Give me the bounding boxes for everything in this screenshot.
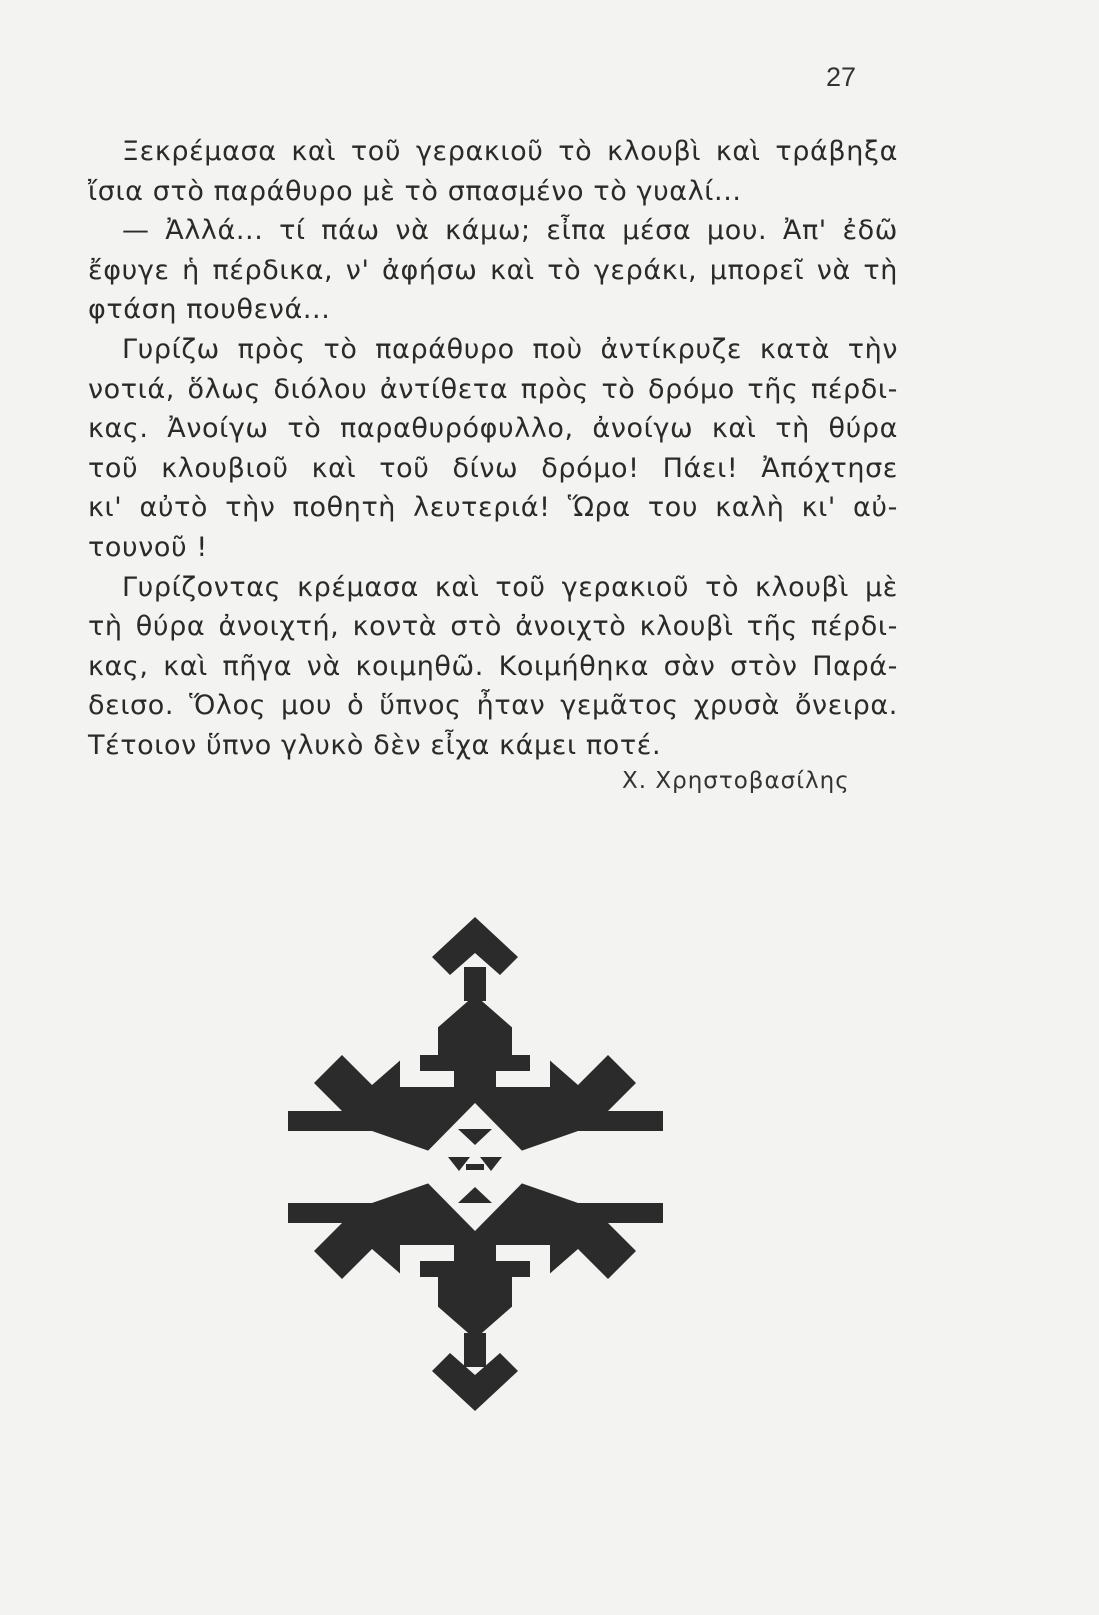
text-line: Γυρίζοντας κρέμασα καὶ τοῦ γερακιοῦ τὸ κλουβὶ μὲ: [122, 571, 898, 603]
body-text: [88, 132, 898, 766]
paragraph-1: [88, 132, 898, 211]
text-line: νοτιά, ὅλως διόλου ἀντίθετα πρὸς τὸ δρόμο τῆς πέρδι-: [88, 373, 898, 405]
paragraph-4: [88, 568, 898, 766]
text-line: ἴσια στὸ παράθυρο μὲ τὸ σπασμένο τὸ γυαλί...: [88, 175, 742, 207]
text-line: τοῦ κλουβιοῦ καὶ τοῦ δίνω δρόμο! Πάει! Ἀπόχτησε: [88, 452, 898, 484]
text-line: τουνοῦ !: [88, 531, 208, 563]
text-line: κας. Ἀνοίγω τὸ παραθυρόφυλλο, ἀνοίγω καὶ τὴ θύρα: [88, 413, 898, 445]
page-number: 27: [826, 62, 857, 92]
paragraph-3: [88, 330, 898, 568]
paragraph-2: [88, 211, 898, 330]
author-signature: Χ. Χρηστοβασίλης: [622, 768, 850, 794]
text-line: κας, καὶ πῆγα νὰ κοιμηθῶ. Κοιμήθηκα σὰν στὸν Παρά-: [88, 650, 898, 682]
text-line: δεισο. Ὅλος μου ὁ ὕπνος ἦταν γεμᾶτος χρυσὰ ὄνειρα.: [88, 690, 898, 722]
text-line: φτάση πουθενά...: [88, 294, 331, 326]
text-line: κι' αὐτὸ τὴν ποθητὴ λευτεριά! Ὥρα του καλὴ κι' αὐ-: [88, 492, 898, 524]
text-line: Ξεκρέμασα καὶ τοῦ γερακιοῦ τὸ κλουβὶ καὶ τράβηξα: [122, 136, 898, 167]
text-line: Γυρίζω πρὸς τὸ παράθυρο ποὺ ἀντίκρυζε κατὰ τὴν: [122, 333, 898, 365]
embroidery-ornament-icon: [288, 905, 663, 1615]
text-line: Τέτοιον ὕπνο γλυκὸ δὲν εἶχα κάμει ποτέ.: [88, 729, 662, 761]
text-line: — Ἀλλά... τί πάω νὰ κάμω; εἶπα μέσα μου. Ἀπ' ἐδῶ: [122, 215, 898, 247]
text-line: τὴ θύρα ἀνοιχτή, κοντὰ στὸ ἀνοιχτὸ κλουβὶ τῆς πέρδι-: [88, 611, 898, 643]
text-line: ἔφυγε ἡ πέρδικα, ν' ἀφήσω καὶ τὸ γεράκι, μπορεῖ νὰ τὴ: [88, 254, 898, 286]
